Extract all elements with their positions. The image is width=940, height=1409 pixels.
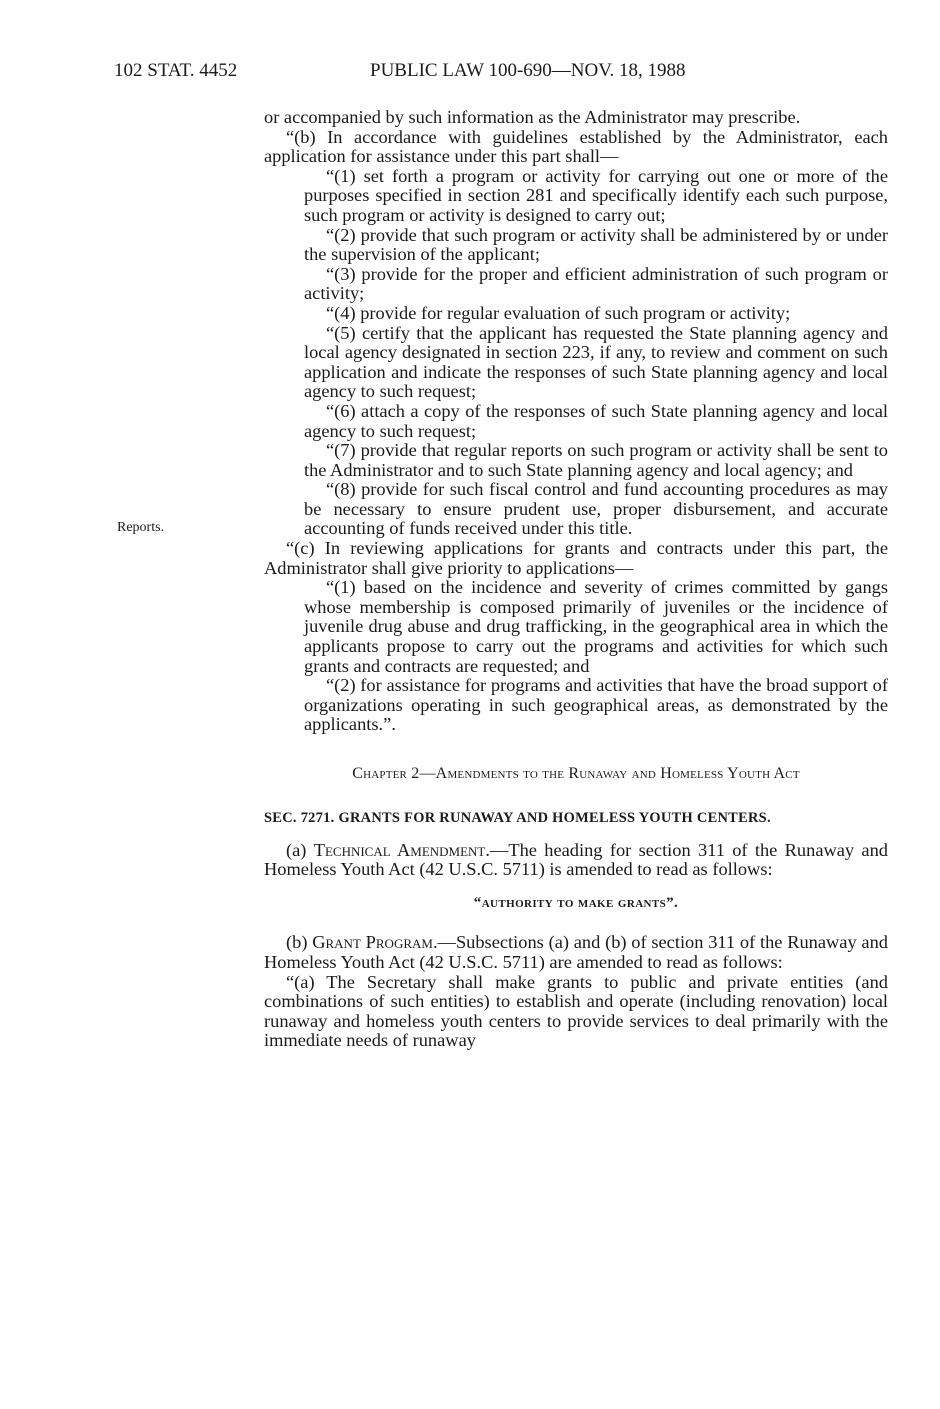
chapter-heading — [264, 765, 888, 783]
subsection-text: —Subsections (a) and (b) of section 311 of the Runaway and Homeless Youth Act (42 U.S.C. 5711) are amended to read as follows: — [264, 932, 888, 972]
list-item: “(6) attach a copy of the responses of such State planning agency and local agency to such request; — [304, 400, 888, 441]
list-item: “(3) provide for the proper and efficient administration of such program or activity; — [304, 263, 888, 304]
subsection-b: “(b) In accordance with guidelines established by the Administrator, each application for assistance under this part shall— — [264, 126, 888, 167]
subsection-subhead: Grant Program. — [312, 932, 438, 953]
list-item: “(4) provide for regular evaluation of such program or activity; — [326, 302, 791, 323]
margin-note-reports: Reports. — [117, 520, 165, 535]
subsection-grant-program — [264, 933, 888, 972]
chapter-heading-text: Chapter 2—Amendments to the Runaway and Homeless Youth Act — [352, 765, 800, 782]
subsection-technical-amendment — [264, 841, 888, 880]
paragraph-continuation: or accompanied by such information as the Administrator may prescribe. — [264, 107, 801, 127]
subsection-label: (b) — [286, 932, 313, 953]
subsection-subhead: Technical Amendment. — [313, 839, 490, 860]
list-item: “(1) based on the incidence and severity of crimes committed by gangs whose membership is composed primarily of juveniles or the incidence of juvenile drug abuse and drug trafficking, in the geographical area in which the applicants propose to carry out the programs and activities for which such grants and contracts are requested; and — [304, 577, 888, 676]
section-heading: SEC. 7271. GRANTS FOR RUNAWAY AND HOMELESS YOUTH CENTERS. — [264, 810, 771, 826]
final-paragraph: “(a) The Secretary shall make grants to public and private entities (and combinations of such entities) to establish and operate (including renovation) local runaway and homeless youth centers to provide services to deal primarily with the immediate needs of runaway — [264, 971, 888, 1051]
list-item: “(1) set forth a program or activity for carrying out one or more of the purposes specified in section 281 and specifically identify each such purpose, such program or activity is designed to carry out; — [304, 165, 888, 225]
document-body — [264, 108, 888, 1051]
subsection-text: —The heading for section 311 of the Runaway and Homeless Youth Act (42 U.S.C. 5711) is amended to read as follows: — [264, 839, 888, 880]
list-item: “(2) for assistance for programs and activities that have the broad support of organizations operating in such geographical areas, as demonstrated by the applicants.”. — [304, 675, 888, 735]
page-header — [104, 60, 894, 90]
authority-heading: “authority to make grants”. — [473, 894, 679, 911]
stat-citation: 102 STAT. 4452 — [114, 60, 238, 81]
subsection-c: “(c) In reviewing applications for grants and contracts under this part, the Administrator shall give priority to applications— — [264, 538, 888, 578]
list-item: “(5) certify that the applicant has requested the State planning agency and local agency designated in section 223, if any, to review and comment on such application and indicate the responses of such State planning agency and local agency to such request; — [304, 322, 888, 402]
list-item: “(2) provide that such program or activity shall be administered by or under the supervision of the applicant; — [304, 224, 888, 265]
list-item: “(8) provide for such fiscal control and fund accounting procedures as may be necessary to ensure prudent use, proper disbursement, and accurate accounting of funds received under this title. — [304, 479, 888, 539]
list-item: “(7) provide that regular reports on such program or activity shall be sent to the Administrator and to such State planning agency and local agency; and — [304, 440, 888, 480]
subsection-label: (a) — [286, 839, 314, 860]
public-law-title: PUBLIC LAW 100-690—NOV. 18, 1988 — [370, 60, 686, 81]
